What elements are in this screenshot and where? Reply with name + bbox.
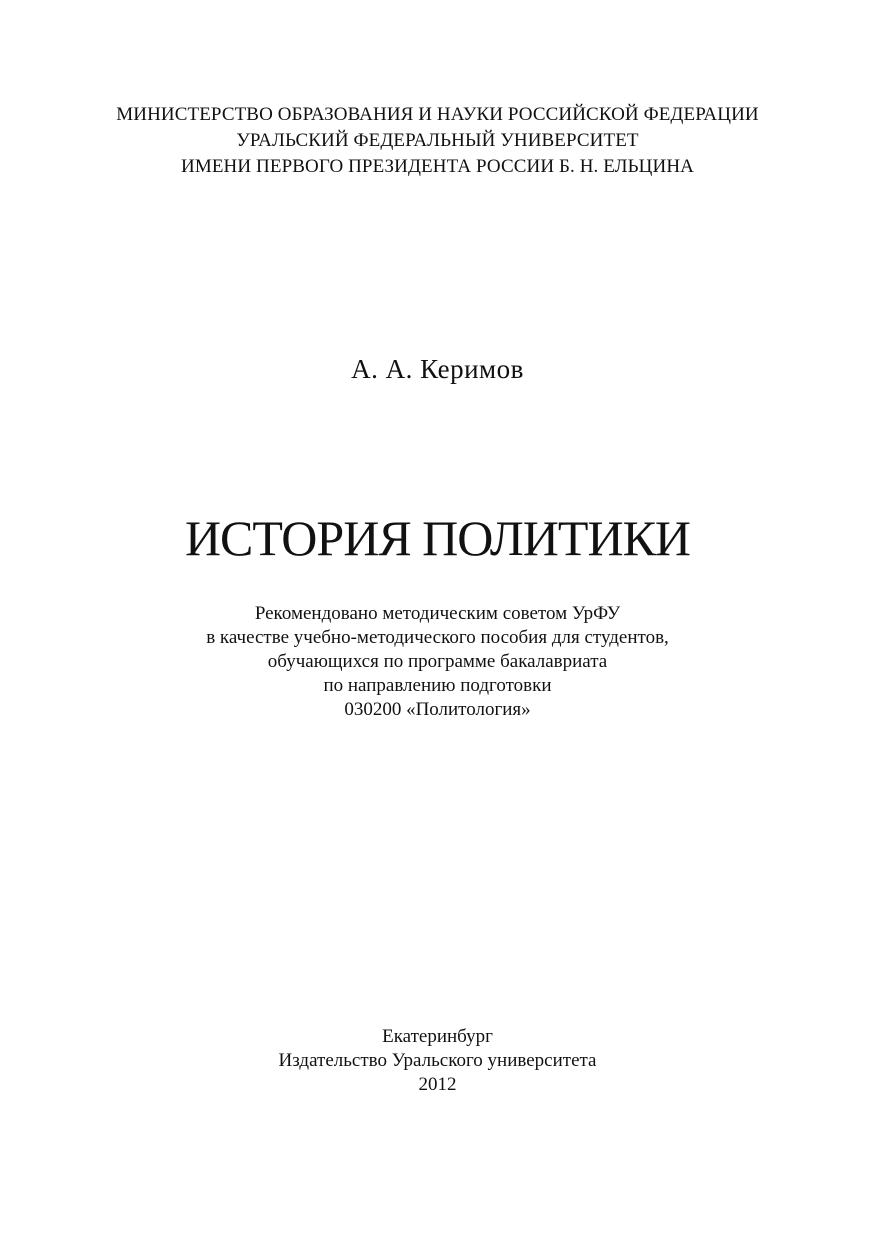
recommendation-line: по направлению подготовки bbox=[323, 675, 552, 696]
university-line: УРАЛЬСКИЙ ФЕДЕРАЛЬНЫЙ УНИВЕРСИТЕТ bbox=[236, 130, 639, 151]
recommendation-line: Рекомендовано методическим советом УрФУ bbox=[254, 603, 621, 624]
publication-year: 2012 bbox=[418, 1074, 457, 1095]
institution-header bbox=[0, 102, 875, 180]
recommendation-note bbox=[0, 602, 875, 722]
publication-city: Екатеринбург bbox=[382, 1026, 493, 1047]
publisher-name: Издательство Уральского университета bbox=[278, 1050, 597, 1071]
book-title: ИСТОРИЯ ПОЛИТИКИ bbox=[184, 510, 691, 566]
author-name: А. А. Керимов bbox=[351, 354, 524, 384]
recommendation-line: в качестве учебно-методического пособия для студентов, bbox=[206, 627, 669, 648]
university-dedication-line: ИМЕНИ ПЕРВОГО ПРЕЗИДЕНТА РОССИИ Б. Н. ЕЛЬЦИНА bbox=[181, 156, 694, 177]
recommendation-line: обучающихся по программе бакалавриата bbox=[267, 651, 608, 672]
program-code-line: 030200 «Политология» bbox=[344, 699, 531, 720]
ministry-line: МИНИСТЕРСТВО ОБРАЗОВАНИЯ И НАУКИ РОССИЙСКОЙ ФЕДЕРАЦИИ bbox=[116, 104, 759, 125]
publication-imprint bbox=[0, 1025, 875, 1097]
